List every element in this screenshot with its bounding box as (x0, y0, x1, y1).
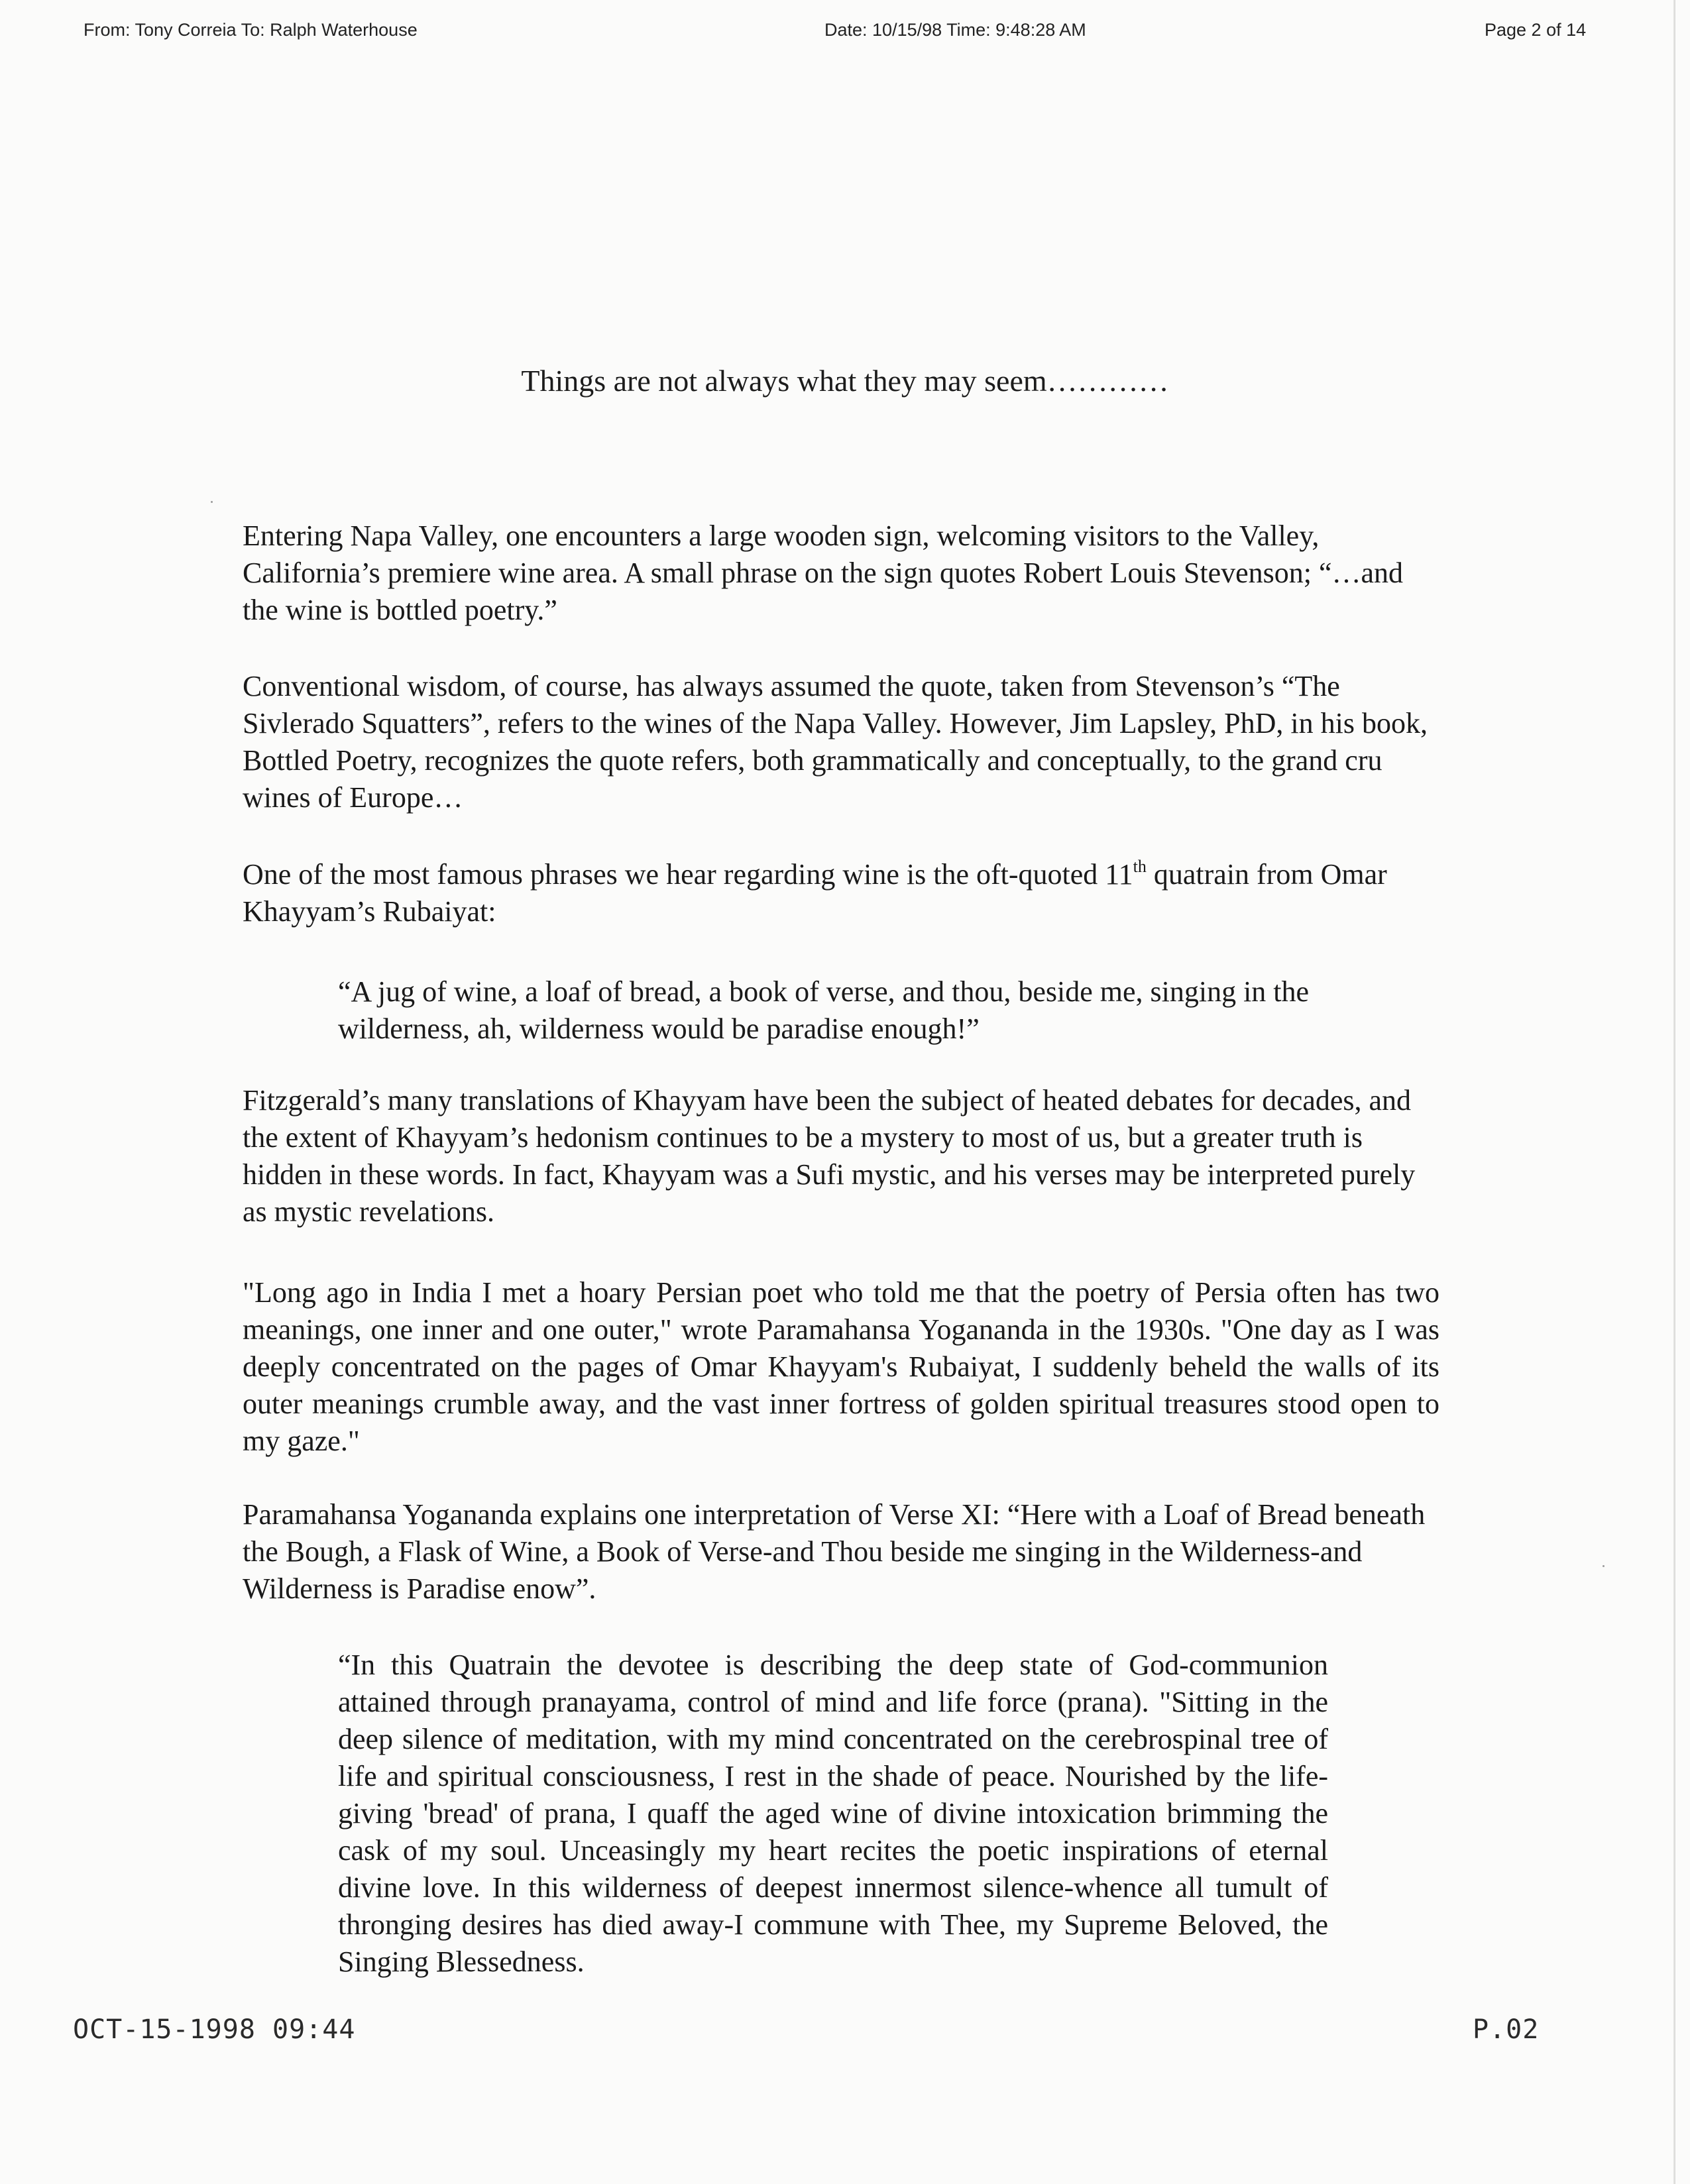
fax-timestamp: OCT-15-1998 09:44 (73, 2014, 356, 2045)
scan-speck (211, 501, 213, 503)
page-edge (1673, 0, 1675, 2184)
paragraph-famous-phrases-text-end: quatrain from Omar Khayyam’s Rubaiyat: (243, 858, 1387, 928)
fax-page-count: Page 2 of 14 (1485, 20, 1587, 40)
paragraph-famous-phrases (243, 856, 1439, 930)
paragraph-yogananda-persia: "Long ago in India I met a hoary Persian poet who told me that the poetry of Persia often has two meanings, one inner and one outer," wrote Paramahansa Yogananda in the 1930s. "One day as I was deeply concentrated on the pages of Omar Khayyam's Rubaiyat, I suddenly beheld the walls of its outer meanings crumble away, and the vast inner fortress of golden spiritual treasures stood open to my gaze." (243, 1276, 1439, 1457)
paragraph-verse-xi: Paramahansa Yogananda explains one interpretation of Verse XI: “Here with a Loaf of Bread beneath the Bough, a Flask of Wine, a Book of Verse-and Thou beside me singing in the Wilderness-and Wilderness is Paradise enow”. (243, 1498, 1426, 1605)
paragraph-conventional-wisdom: Conventional wisdom, of course, has always assumed the quote, taken from Stevenson’s “The Sivlerado Squatters”, refers to the wines of the Napa Valley. However, Jim Lapsley, PhD, in his book, Bottled Poetry, recognizes the quote refers, both grammatically and conceptually, to the grand cru wines of Europe… (243, 670, 1428, 814)
scan-speck (1603, 1565, 1605, 1567)
paragraph-napa-sign: Entering Napa Valley, one encounters a large wooden sign, welcoming visitors to the Valley, California’s premiere wine area. A small phrase on the sign quotes Robert Louis Stevenson; “…and the wine is bottled poetry.” (243, 519, 1404, 626)
ordinal-suffix: th (1133, 857, 1147, 876)
paragraph-fitzgerald: Fitzgerald’s many translations of Khayyam have been the subject of heated debates for decades, and the extent of Khayyam’s hedonism continues to be a mystery to most of us, but a greater truth is hidden in these words. In fact, Khayyam was a Sufi mystic, and his verses may be interpreted purely as mystic revelations. (243, 1084, 1416, 1228)
paragraph-famous-phrases-text: One of the most famous phrases we hear regarding wine is the oft-quoted 11 (243, 858, 1133, 891)
quote-quatrain: “A jug of wine, a loaf of bread, a book of verse, and thou, beside me, singing in the wilderness, ah, wilderness would be paradise enough!” (338, 975, 1310, 1045)
document-title: Things are not always what they may seem………… (521, 364, 1169, 398)
fax-sender-recipient: From: Tony Correia To: Ralph Waterhouse (84, 20, 418, 40)
fax-date-time: Date: 10/15/98 Time: 9:48:28 AM (824, 20, 1086, 40)
quote-yogananda-interpretation: “In this Quatrain the devotee is describing the deep state of God-communion attained through pranayama, control of mind and life force (prana). "Sitting in the deep silence of meditation, with my mind concentrated on the cerebrospinal tree of life and spiritual consciousness, I rest in the shade of peace. Nourished by the life-giving 'bread' of prana, I quaff the aged wine of divine intoxication brimming the cask of my soul. Unceasingly my heart recites the poetic inspirations of eternal divine love. In this wilderness of deepest innermost silence-whence all tumult of thronging desires has died away-I commune with Thee, my Supreme Beloved, the Singing Blessedness. (338, 1649, 1328, 1978)
fax-header (0, 16, 1690, 56)
fax-page-number: P.02 (1473, 2014, 1540, 2045)
